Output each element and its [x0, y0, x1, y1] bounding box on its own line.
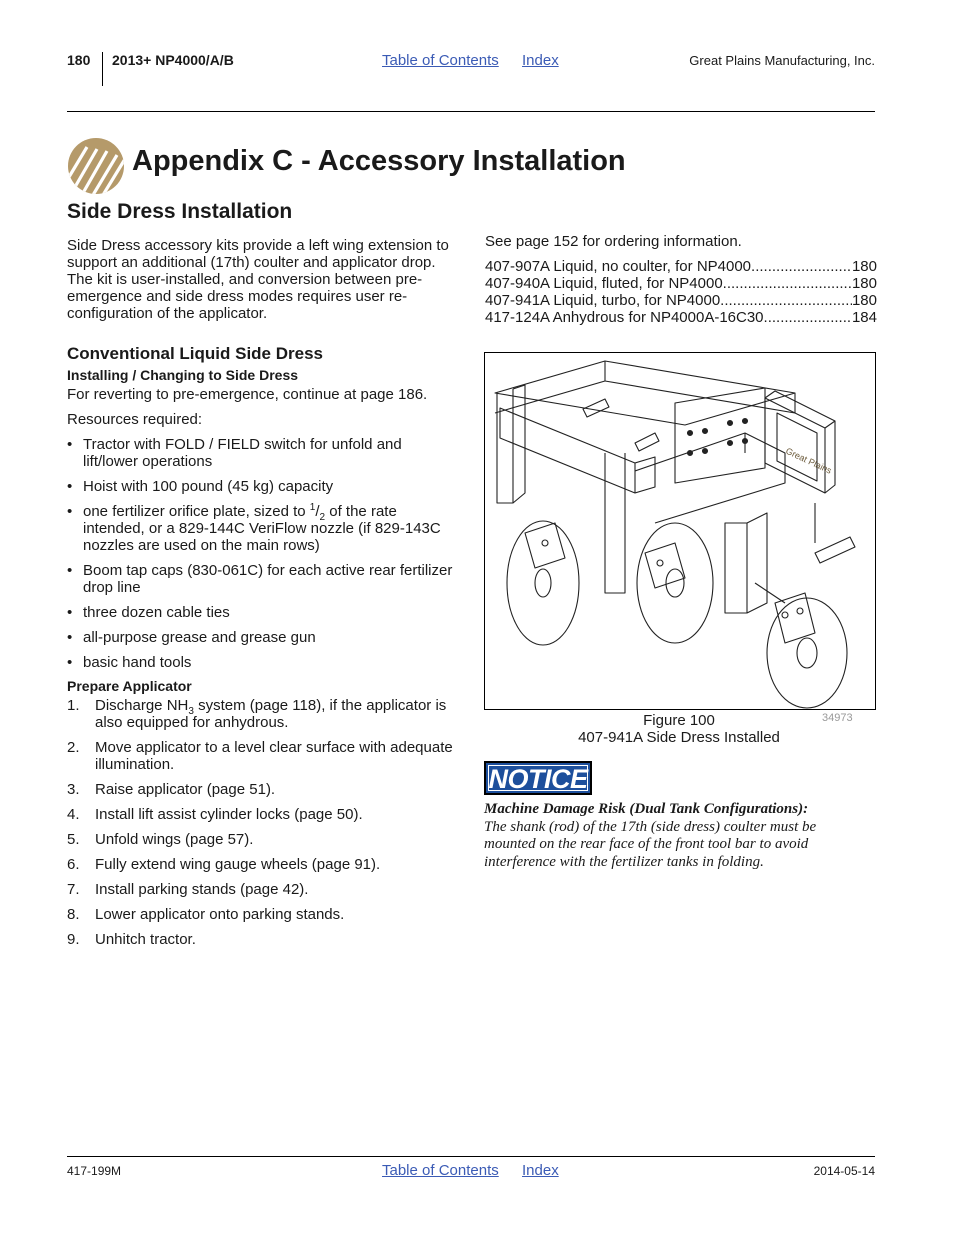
great-plains-logo-icon	[67, 137, 125, 195]
left-column	[67, 200, 459, 956]
header-divider	[102, 52, 103, 86]
list-item: • all-purpose grease and grease gun	[67, 629, 459, 646]
list-item: • three dozen cable ties	[67, 604, 459, 621]
list-item: • Hoist with 100 pound (45 kg) capacity	[67, 478, 459, 495]
list-item: • Tractor with FOLD / FIELD switch for unfold and lift/lower operations	[67, 436, 459, 470]
page-number: 180	[67, 52, 91, 68]
appendix-title: Appendix C - Accessory Installation	[132, 145, 626, 177]
notice-text	[484, 801, 864, 871]
list-item: 5. Unfold wings (page 57).	[67, 831, 254, 848]
subsubsection-title: Installing / Changing to Side Dress	[67, 367, 299, 383]
resources-label: Resources required:	[67, 411, 203, 428]
subsection-title: Conventional Liquid Side Dress	[67, 344, 323, 363]
figure-caption	[484, 712, 874, 746]
kit-row: 407-907A Liquid, no coulter, for NP4000 ..... 180	[485, 258, 877, 275]
notice-badge	[484, 761, 592, 795]
prepare-title: Prepare Applicator	[67, 678, 192, 694]
footer-index-link[interactable]: Index	[522, 1162, 559, 1179]
ordering-note: See page 152 for ordering information.	[485, 233, 742, 250]
list-item: • Boom tap caps (830-061C) for each active rear fertilizer drop line	[67, 562, 459, 596]
footer-toc-link[interactable]: Table of Contents	[382, 1162, 499, 1179]
list-item: 2. Move applicator to a level clear surface with adequate illumination.	[67, 739, 453, 773]
resources-list	[67, 436, 459, 671]
right-column	[485, 233, 877, 326]
kit-row: 407-941A Liquid, turbo, for NP4000 ..... 180	[485, 292, 877, 309]
steps-list	[67, 697, 459, 948]
list-item: • one fertilizer orifice plate, sized to $^1/_2$ of the rate intended, or a 829-144C VeriFlow nozzle (if 829-143C nozzles are used on the main rows)	[67, 503, 459, 554]
side-dress-illustration	[485, 353, 875, 709]
kit-row: 417-124A Anhydrous for NP4000A-16C30 ..... 184	[485, 309, 877, 326]
list-item: 9. Unhitch tractor.	[67, 931, 196, 948]
list-item: 4. Install lift assist cylinder locks (page 50).	[67, 806, 363, 823]
notice-heading: Machine Damage Risk (Dual Tank Configurations):	[484, 801, 809, 817]
header-rule	[67, 111, 875, 112]
list-item: 6. Fully extend wing gauge wheels (page 91).	[67, 856, 381, 873]
figure-image-id: 34973	[822, 712, 853, 724]
figure-title: 407-941A Side Dress Installed	[578, 729, 780, 746]
doc-number: 417-199M	[67, 1164, 122, 1178]
doc-title: 2013+ NP4000/A/B	[112, 52, 234, 68]
list-item: 7. Install parking stands (page 42).	[67, 881, 309, 898]
footer-date: 2014-05-14	[813, 1164, 875, 1178]
list-item: 1. Discharge $NH_3$ system (page 118), if the applicator is also equipped for anhydrous.	[67, 697, 447, 731]
list-item: • basic hand tools	[67, 654, 459, 671]
toc-link[interactable]: Table of Contents	[382, 52, 499, 69]
notice-label: NOTICE	[488, 764, 588, 794]
figure-illustration	[484, 352, 876, 710]
index-link[interactable]: Index	[522, 52, 559, 69]
footer-rule	[67, 1156, 875, 1157]
notice-body: The shank (rod) of the 17th (side dress) coulter must be mounted on the rear face of the front tool bar to avoid interference with the fertilizer tanks in folding.	[484, 818, 817, 870]
intro-paragraph: Side Dress accessory kits provide a left wing extension to support an additional (17th) coulter and applicator drop. The kit is user-installed, and conversion between pre-emergence and side dress modes requires user re-configuration of the applicator.	[67, 237, 449, 322]
section-title: Side Dress Installation	[67, 200, 293, 223]
kit-row: 407-940A Liquid, fluted, for NP4000 ..... 180	[485, 275, 877, 292]
kit-list	[485, 258, 877, 326]
figure-number: Figure 100	[643, 712, 715, 729]
revert-note: For reverting to pre-emergence, continue at page 186.	[67, 386, 428, 403]
list-item: 8. Lower applicator onto parking stands.	[67, 906, 345, 923]
company-name: Great Plains Manufacturing, Inc.	[689, 53, 875, 68]
decal-text: Great Plains	[784, 445, 834, 476]
list-item: 3. Raise applicator (page 51).	[67, 781, 276, 798]
